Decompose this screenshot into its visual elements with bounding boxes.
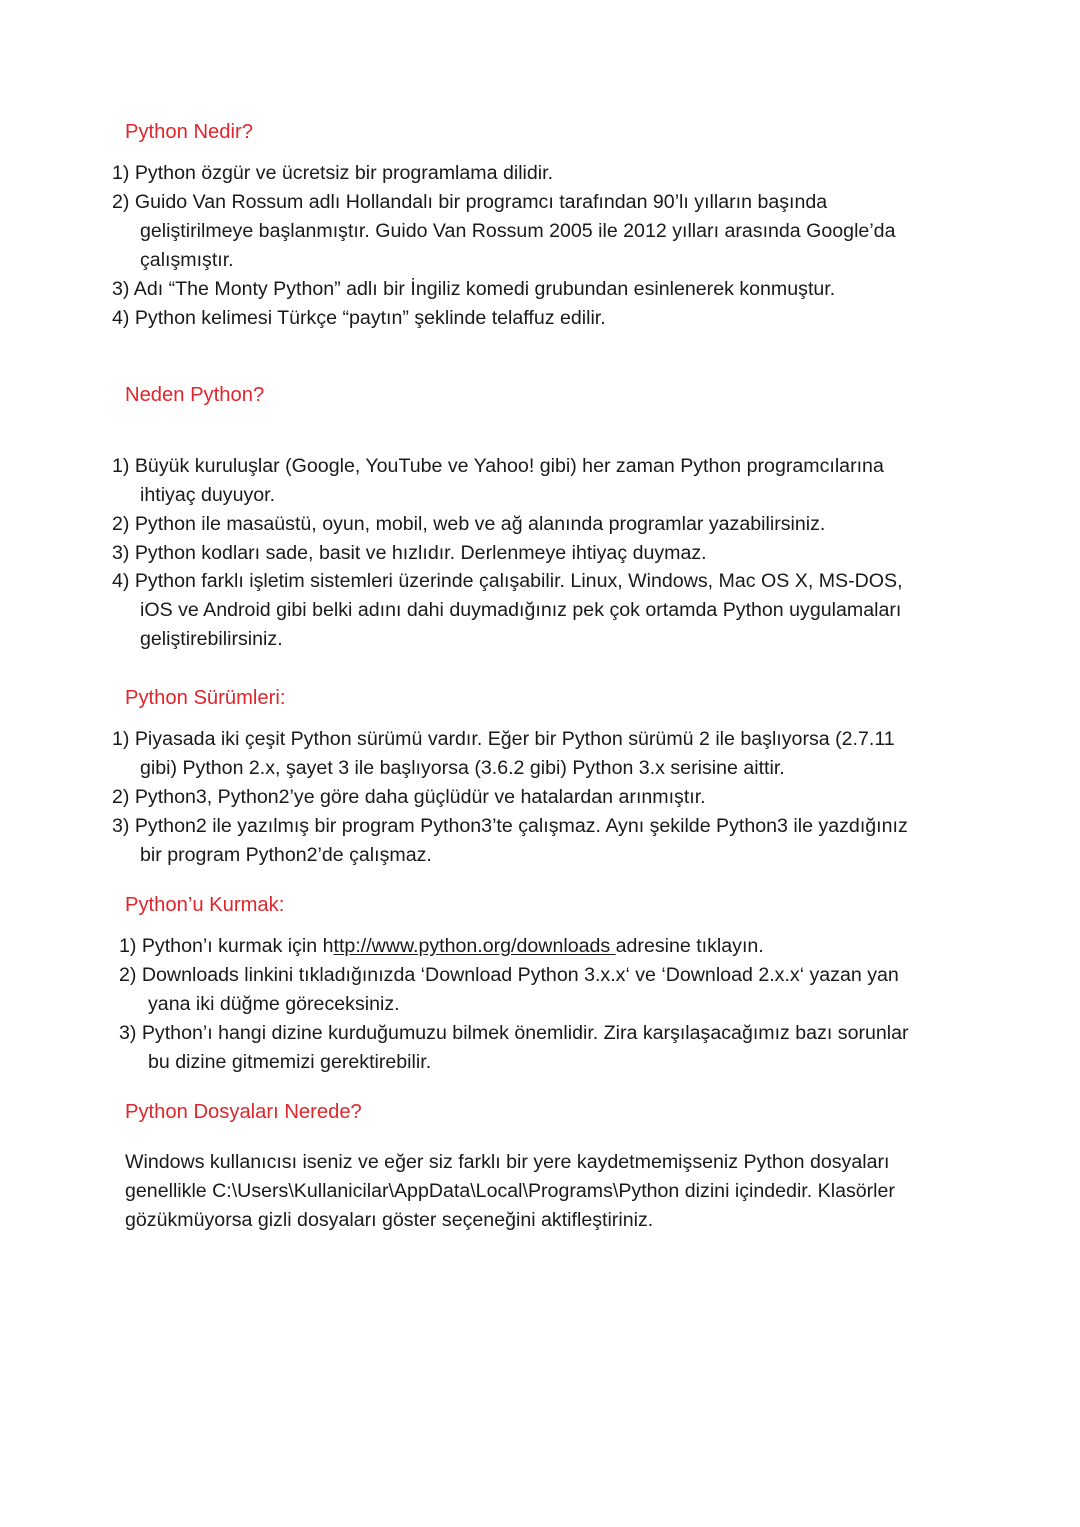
python-downloads-link[interactable]: ttp://www.python.org/downloads [333, 935, 616, 958]
list-pythonu-kurmak [112, 932, 930, 1076]
spacer [112, 333, 930, 381]
list-neden-python [112, 452, 930, 654]
spacer [112, 410, 930, 452]
spacer [112, 1127, 930, 1148]
section-heading-python-dosyalari-nerede: Python Dosyaları Nerede? [125, 1100, 362, 1123]
list-item: 2) Guido Van Rossum adlı Hollandalı bir programcı tarafından 90’lı yılların başında geliştirilmeye başlanmıştır. Guido Van Rossum 2005 ile 2012 yılları arasında Google’da çalışmıştır. [112, 191, 896, 271]
list-item-text-suffix: adresine tıklayın. [615, 935, 764, 958]
list-item: 2) Python ile masaüstü, oyun, mobil, web ve ağ alanında programlar yazabilirsiniz. [112, 512, 826, 535]
list-item-with-link [119, 932, 930, 961]
list-item: 3) Python2 ile yazılmış bir program Python3’te çalışmaz. Aynı şekilde Python3 ile yazdığınız bir program Python2’de çalışmaz. [112, 815, 908, 866]
list-item: 4) Python kelimesi Türkçe “paytın” şeklinde telaffuz edilir. [112, 306, 606, 329]
spacer [112, 870, 930, 891]
spacer [112, 1077, 930, 1098]
list-item: 1) Piyasada iki çeşit Python sürümü vardır. Eğer bir Python sürümü 2 ile başlıyorsa (2.7.11 gibi) Python 2.x, şayet 3 ile başlıyorsa (3.6.2 gibi) Python 3.x serisine aittir. [112, 728, 895, 780]
list-item: 3) Adı “The Monty Python” adlı bir İngiliz komedi grubundan esinlenerek konmuştur. [112, 277, 836, 300]
spacer [112, 920, 930, 932]
document-body [112, 118, 930, 1235]
list-item: 1) Büyük kuruluşlar (Google, YouTube ve Yahoo! gibi) her zaman Python programcılarına ihtiyaç duyuyor. [112, 454, 884, 506]
list-python-nedir [112, 159, 930, 332]
spacer [112, 713, 930, 725]
spacer [112, 147, 930, 159]
list-item: 1) Python özgür ve ücretsiz bir programlama dilidir. [112, 162, 554, 185]
paragraph-python-dosyalari: Windows kullanıcısı iseniz ve eğer siz farklı bir yere kaydetmemişseniz Python dosyaları genellikle C:\Users\Kullanicilar\AppData\Local\Programs\Python dizini içindedir. Klasörler gözükmüyorsa gizli dosyaları göster seçeneğini aktifleştiriniz. [125, 1150, 895, 1231]
section-heading-pythonu-kurmak: Python’u Kurmak: [125, 893, 285, 916]
section-heading-python-nedir: Python Nedir? [125, 121, 253, 143]
list-item: 4) Python farklı işletim sistemleri üzerinde çalışabilir. Linux, Windows, Mac OS X, MS-DOS, iOS ve Android gibi belki adını dahi duymadığınız pek çok ortamda Python uygulamaları geliştirebilirsiniz. [112, 570, 903, 651]
section-heading-neden-python: Neden Python? [125, 383, 265, 406]
list-item: 2) Python3, Python2’ye göre daha güçlüdür ve hatalardan arınmıştır. [112, 786, 706, 809]
list-item: 3) Python’ı hangi dizine kurduğumuzu bilmek önemlidir. Zira karşılaşacağımız bazı sorunlar bu dizine gitmemizi gerektirebilir. [119, 1021, 909, 1073]
list-item-text-prefix: 1) Python’ı kurmak için h [119, 935, 334, 958]
list-python-surumleri [112, 725, 930, 869]
section-heading-python-surumleri: Python Sürümleri: [125, 687, 286, 710]
list-item: 3) Python kodları sade, basit ve hızlıdır. Derlenmeye ihtiyaç duymaz. [112, 541, 707, 564]
spacer [112, 654, 930, 684]
list-item: 2) Downloads linkini tıkladığınızda ‘Download Python 3.x.x‘ ve ‘Download 2.x.x‘ yazan yan yana iki düğme göreceksiniz. [119, 964, 899, 1015]
